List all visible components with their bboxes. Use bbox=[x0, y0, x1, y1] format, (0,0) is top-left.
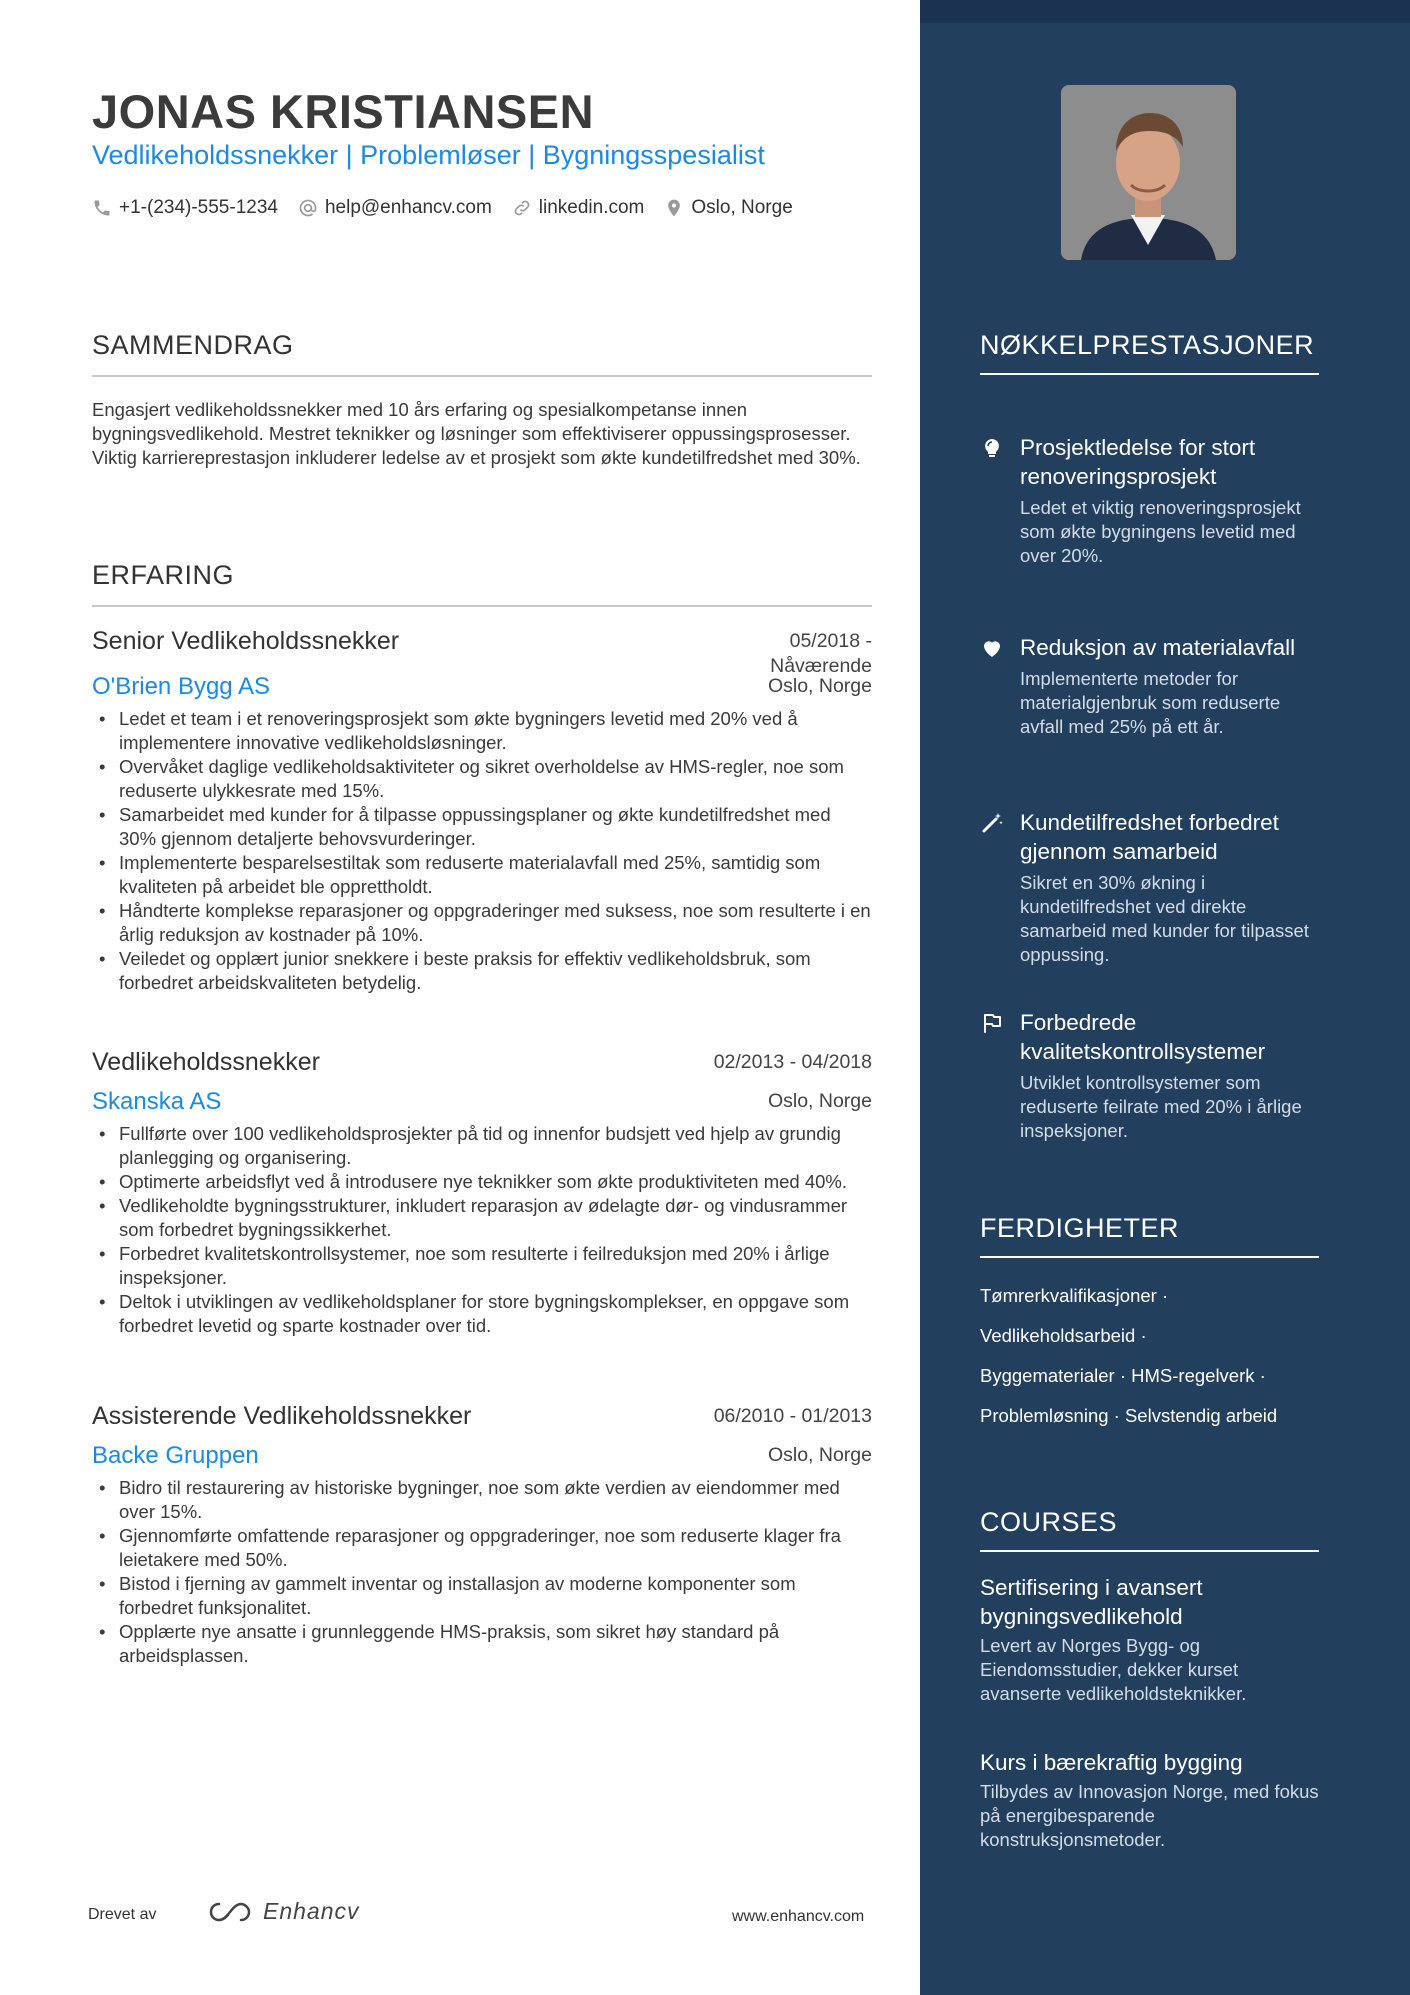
contact-location bbox=[664, 197, 792, 219]
achievement-item bbox=[980, 433, 1319, 568]
link-icon bbox=[512, 198, 532, 218]
enhancv-logo-text: Enhancv bbox=[263, 1898, 360, 1924]
job-date-start: 05/2018 - bbox=[789, 630, 872, 652]
experience-heading: ERFARING bbox=[92, 560, 872, 607]
job-dates bbox=[770, 629, 872, 679]
summary-heading: SAMMENDRAG bbox=[92, 330, 872, 377]
list-item: • Veiledet og opplært junior snekkere i beste praksis for effektiv vedlikeholdsbruk, som forbedret arbeidskvaliteten betydelig. bbox=[92, 947, 872, 995]
location-text: Oslo, Norge bbox=[691, 197, 793, 218]
email-text: help@enhancv.com bbox=[324, 197, 492, 218]
list-item: • Fullførte over 100 vedlikeholdsprosjekter på tid og innenfor budsjett ved hjelp av grundig planlegging og organisering. bbox=[92, 1122, 872, 1170]
achievement-title: Prosjektledelse for stort renoveringsprosjekt bbox=[1020, 435, 1256, 489]
achievement-title: Forbedrede kvalitetskontrollsystemer bbox=[1020, 1010, 1266, 1064]
achievement-desc: Utviklet kontrollsystemer som reduserte feilrate med 20% i årlige inspeksjoner. bbox=[1020, 1072, 1302, 1141]
candidate-headline: Vedlikeholdssnekker | Problemløser | Bygningsspesialist bbox=[92, 140, 765, 170]
achievement-item bbox=[980, 808, 1319, 967]
skill-line: Problemløsning · Selvstendig arbeid bbox=[980, 1405, 1278, 1426]
course-desc: Levert av Norges Bygg- og Eiendomsstudier, dekker kurset avanserte vedlikeholdsteknikker. bbox=[980, 1635, 1247, 1704]
footer-url[interactable]: www.enhancv.com bbox=[732, 1908, 865, 1925]
job-location: Oslo, Norge bbox=[767, 1090, 872, 1112]
phone-icon bbox=[92, 198, 112, 218]
at-icon bbox=[298, 198, 318, 218]
job-dates: 02/2013 - 04/2018 bbox=[713, 1051, 872, 1073]
list-item: • Opplærte nye ansatte i grunnleggende HMS-praksis, som sikret høy standard på arbeidsplassen. bbox=[92, 1620, 872, 1668]
course-title: Kurs i bærekraftig bygging bbox=[980, 1750, 1243, 1775]
course-title: Sertifisering i avansert bygningsvedlikehold bbox=[980, 1575, 1203, 1629]
job-title: Senior Vedlikeholdssnekker bbox=[92, 627, 400, 655]
job-bullets bbox=[92, 707, 872, 995]
list-item: • Gjennomførte omfattende reparasjoner og oppgraderinger, noe som reduserte klager fra leietakere med 50%. bbox=[92, 1524, 872, 1572]
job-location: Oslo, Norge bbox=[767, 1444, 872, 1466]
candidate-name: JONAS KRISTIANSEN bbox=[92, 85, 595, 138]
list-item: • Bistod i fjerning av gammelt inventar og installasjon av moderne komponenter som forbedret funksjonalitet. bbox=[92, 1572, 872, 1620]
list-item: • Bidro til restaurering av historiske bygninger, noe som økte verdien av eiendommer med over 15%. bbox=[92, 1476, 872, 1524]
job-location: Oslo, Norge bbox=[767, 675, 872, 697]
contact-email[interactable] bbox=[298, 197, 492, 219]
list-item: • Forbedret kvalitetskontrollsystemer, noe som resulterte i feilreduksjon med 20% i årlige inspeksjoner. bbox=[92, 1242, 872, 1290]
skill-line: Vedlikeholdsarbeid · bbox=[980, 1325, 1147, 1346]
magic-wand-icon bbox=[980, 811, 1004, 835]
job-bullets bbox=[92, 1122, 872, 1338]
job-entry bbox=[92, 1402, 872, 1668]
sidebar bbox=[920, 0, 1410, 1995]
achievement-item bbox=[980, 633, 1319, 739]
job-entry bbox=[92, 1048, 872, 1338]
linkedin-text: linkedin.com bbox=[538, 197, 645, 218]
summary-text: Engasjert vedlikeholdssnekker med 10 års erfaring og spesialkompetanse innen bygningsvedlikehold. Mestret teknikker og løsninger som effektiviserer oppussingsprosesser. Viktig karriereprestasjon inkluderer ledelse av et prosjekt som økte kundetilfredshet med 30%. bbox=[92, 399, 861, 468]
avatar bbox=[1061, 85, 1236, 260]
flag-icon bbox=[980, 1011, 1004, 1035]
list-item: • Deltok i utviklingen av vedlikeholdsplaner for store bygningskomplekser, en oppgave som forbedret levetid og sparte kostnader over tid. bbox=[92, 1290, 872, 1338]
phone-text: +1-(234)-555-1234 bbox=[119, 197, 278, 218]
achievements-heading: NØKKELPRESTASJONER bbox=[980, 327, 1319, 375]
job-title: Assisterende Vedlikeholdssnekker bbox=[92, 1402, 472, 1430]
location-pin-icon bbox=[664, 198, 684, 218]
footer-powered-by: Drevet av bbox=[88, 1906, 157, 1923]
skill-line: Tømrerkvalifikasjoner · bbox=[980, 1285, 1169, 1306]
contact-linkedin[interactable] bbox=[512, 197, 645, 219]
enhancv-logo-icon bbox=[207, 1899, 255, 1925]
list-item: • Optimerte arbeidsflyt ved å introdusere nye teknikker som økte produktiviteten med 40%. bbox=[92, 1170, 872, 1194]
achievement-desc: Implementerte metoder for materialgjenbruk som reduserte avfall med 25% på ett år. bbox=[1020, 668, 1281, 737]
achievement-desc: Sikret en 30% økning i kundetilfredshet ved direkte samarbeid med kunder for tilpasset oppussing. bbox=[1020, 872, 1309, 965]
job-bullets bbox=[92, 1476, 872, 1668]
lightbulb-icon bbox=[980, 436, 1004, 460]
achievement-title: Reduksjon av materialavfall bbox=[1020, 635, 1296, 660]
course-item bbox=[980, 1573, 1319, 1706]
enhancv-logo[interactable] bbox=[207, 1898, 360, 1925]
contact-phone[interactable] bbox=[92, 197, 278, 219]
list-item: • Samarbeidet med kunder for å tilpasse oppussingsplaner og økte kundetilfredshet med 30% gjennom detaljerte behovsvurderinger. bbox=[92, 803, 872, 851]
list-item: • Håndterte komplekse reparasjoner og oppgraderinger med suksess, noe som resulterte i en årlig reduksjon av kostnader på 10%. bbox=[92, 899, 872, 947]
skills-list bbox=[980, 1276, 1319, 1436]
skill-line: Byggematerialer · HMS-regelverk · bbox=[980, 1365, 1266, 1386]
heart-icon bbox=[980, 636, 1004, 660]
course-desc: Tilbydes av Innovasjon Norge, med fokus på energibesparende konstruksjonsmetoder. bbox=[980, 1781, 1319, 1850]
course-item bbox=[980, 1748, 1319, 1852]
list-item: • Ledet et team i et renoveringsprosjekt som økte bygningers levetid med 20% ved å implementere innovative vedlikeholdsløsninger. bbox=[92, 707, 872, 755]
job-dates: 06/2010 - 01/2013 bbox=[713, 1405, 872, 1427]
list-item: • Overvåket daglige vedlikeholdsaktiviteter og sikret overholdelse av HMS-regler, noe som reduserte ulykkesrate med 15%. bbox=[92, 755, 872, 803]
contact-info bbox=[92, 197, 813, 219]
list-item: • Vedlikeholdte bygningsstrukturer, inkludert reparasjon av ødelagte dør- og vindusrammer som forbedret bygningssikkerhet. bbox=[92, 1194, 872, 1242]
achievement-title: Kundetilfredshet forbedret gjennom samarbeid bbox=[1020, 810, 1279, 864]
job-title: Vedlikeholdssnekker bbox=[92, 1048, 320, 1076]
sidebar-top-band bbox=[920, 0, 1410, 23]
job-company[interactable]: Backe Gruppen bbox=[92, 1442, 259, 1469]
job-entry bbox=[92, 627, 872, 995]
job-company[interactable]: Skanska AS bbox=[92, 1088, 222, 1115]
list-item: • Implementerte besparelsestiltak som reduserte materialavfall med 25%, samtidig som kvaliteten på arbeidet ble opprettholdt. bbox=[92, 851, 872, 899]
skills-heading: FERDIGHETER bbox=[980, 1210, 1319, 1258]
job-company[interactable]: O'Brien Bygg AS bbox=[92, 673, 271, 700]
achievement-item bbox=[980, 1008, 1319, 1143]
job-date-end: Nåværende bbox=[770, 655, 872, 677]
courses-heading: COURSES bbox=[980, 1504, 1319, 1552]
achievement-desc: Ledet et viktig renoveringsprosjekt som økte bygningens levetid med over 20%. bbox=[1020, 497, 1301, 566]
